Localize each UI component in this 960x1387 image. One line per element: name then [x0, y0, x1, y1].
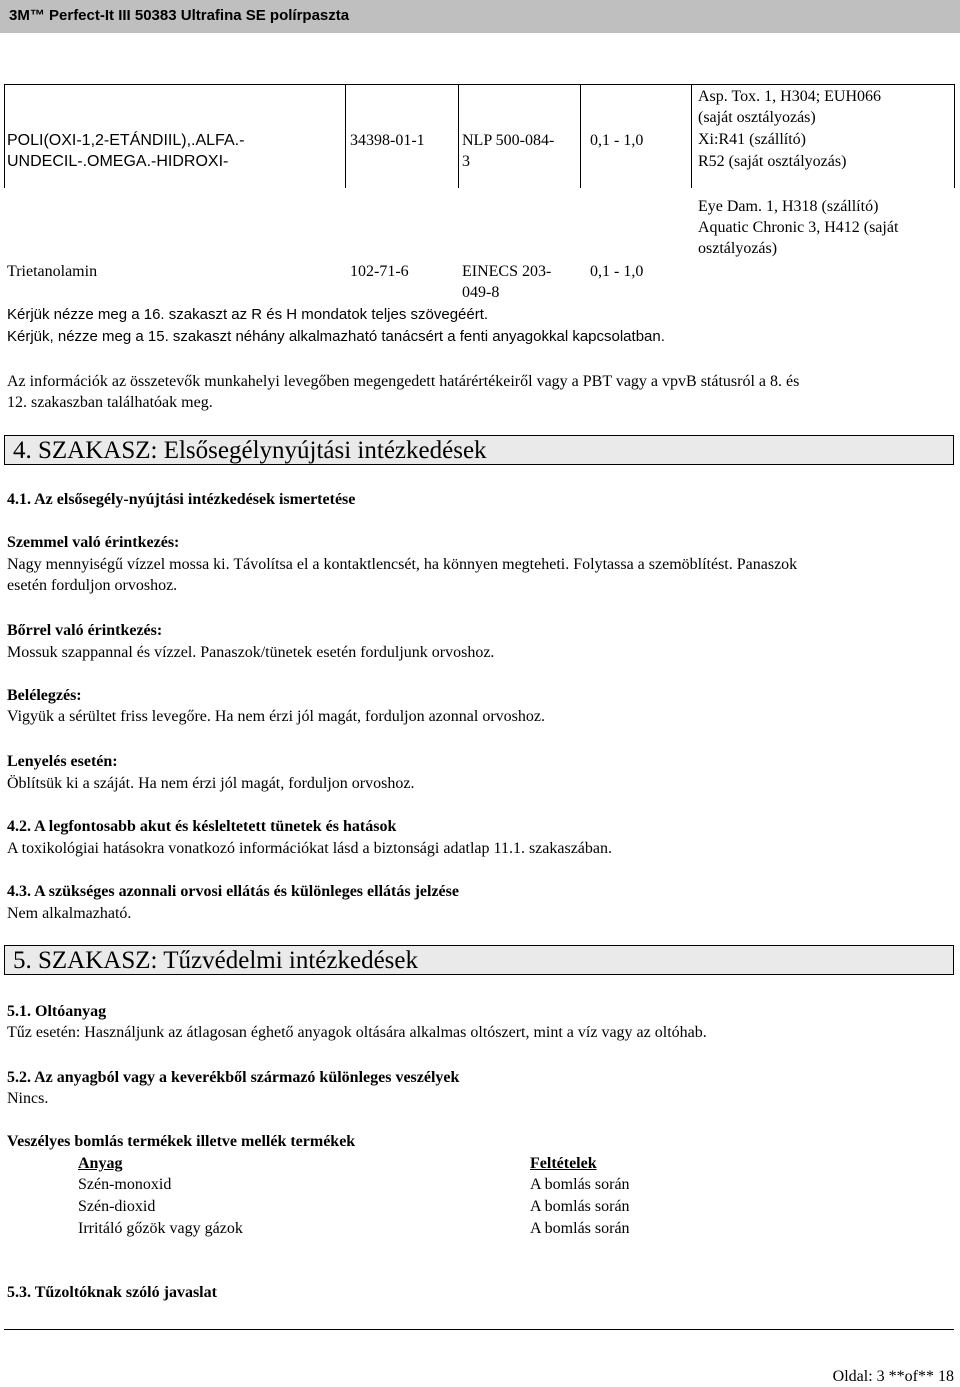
- table-divider: [580, 84, 581, 188]
- table-right-border: [954, 84, 955, 188]
- subheading: Belélegzés:: [7, 687, 82, 704]
- classification-line: Asp. Tox. 1, H304; EUH066: [698, 88, 882, 105]
- info-text: Az információk az összetevők munkahelyi levegőben megengedett határértékeiről vagy a PBT vagy a vpvB státusról a 8. és: [7, 373, 800, 390]
- subheading: Veszélyes bomlás termékek illetve mellék termékek: [7, 1133, 356, 1150]
- subheading: Lenyelés esetén:: [7, 753, 118, 770]
- classification-line: osztályozás): [698, 240, 778, 257]
- column-header-substance: Anyag: [78, 1155, 123, 1172]
- decomp-substance: Szén-monoxid: [78, 1176, 172, 1193]
- decomp-substance: Szén-dioxid: [78, 1198, 156, 1215]
- footer-divider: [4, 1329, 954, 1330]
- table-divider: [691, 84, 692, 188]
- document-header: [0, 0, 960, 33]
- decomp-condition: A bomlás során: [530, 1220, 630, 1237]
- body-text: Vigyük a sérültet friss levegőre. Ha nem érzi jól magát, forduljon azonnal orvoshoz.: [7, 708, 545, 725]
- decomp-condition: A bomlás során: [530, 1198, 630, 1215]
- component-name: Trietanolamin: [7, 263, 98, 280]
- classification-line: (saját osztályozás): [698, 109, 816, 126]
- classification-line: Aquatic Chronic 3, H412 (saját: [698, 219, 899, 236]
- decomp-substance: Irritáló gőzök vagy gázok: [78, 1220, 243, 1237]
- body-text: Öblítsük ki a száját. Ha nem érzi jól magát, forduljon orvoshoz.: [7, 775, 415, 792]
- ec-number: 3: [462, 153, 470, 170]
- classification-line: R52 (saját osztályozás): [698, 153, 847, 170]
- note-text: Kérjük, nézze meg a 15. szakaszt néhány alkalmazható tanácsért a fenti anyagokkal kapcsolatban.: [7, 328, 665, 345]
- table-left-border: [4, 84, 5, 188]
- ec-number: EINECS 203-: [462, 263, 552, 280]
- table-divider: [345, 84, 346, 188]
- concentration: 0,1 - 1,0: [590, 132, 644, 149]
- body-text: A toxikológiai hatásokra vonatkozó információkat lásd a biztonsági adatlap 11.1. szakaszában.: [7, 840, 612, 857]
- concentration: 0,1 - 1,0: [590, 263, 644, 280]
- component-name: UNDECIL-.OMEGA.-HIDROXI-: [7, 153, 229, 170]
- subheading: Szemmel való érintkezés:: [7, 534, 180, 551]
- cas-number: 34398-01-1: [350, 132, 425, 149]
- component-name: POLI(OXI-1,2-ETÁNDIIL),.ALFA.-: [7, 132, 245, 149]
- section-title: 4. SZAKASZ: Elsősegélynyújtási intézkedések: [13, 437, 487, 464]
- subsection-title: 4.3. A szükséges azonnali orvosi ellátás és különleges ellátás jelzése: [7, 883, 459, 900]
- body-text: Tűz esetén: Használjunk az átlagosan éghető anyagok oltására alkalmas oltószert, mint a víz vagy az oltóhab.: [7, 1024, 707, 1041]
- subsection-title: 5.3. Tűzoltóknak szóló javaslat: [7, 1284, 217, 1301]
- body-text: Nagy mennyiségű vízzel mossa ki. Távolítsa el a kontaktlencsét, ha könnyen megteheti. Folytassa a szemöblítést. Panaszok: [7, 556, 798, 573]
- subsection-title: 5.1. Oltóanyag: [7, 1003, 107, 1020]
- classification-line: Eye Dam. 1, H318 (szállító): [698, 198, 879, 215]
- ec-number: NLP 500-084-: [462, 132, 555, 149]
- body-text: Nincs.: [7, 1090, 49, 1107]
- section-title: 5. SZAKASZ: Tűzvédelmi intézkedések: [13, 947, 419, 974]
- subheading: Bőrrel való érintkezés:: [7, 622, 163, 639]
- cas-number: 102-71-6: [350, 263, 409, 280]
- ec-number: 049-8: [462, 284, 500, 301]
- note-text: Kérjük nézze meg a 16. szakaszt az R és H mondatok teljes szövegéért.: [7, 306, 489, 323]
- table-divider: [458, 84, 459, 188]
- document-title: 3M™ Perfect-It III 50383 Ultrafina SE polírpaszta: [9, 7, 350, 24]
- subsection-title: 5.2. Az anyagból vagy a keverékből származó különleges veszélyek: [7, 1069, 460, 1086]
- subsection-title: 4.2. A legfontosabb akut és késleltetett tünetek és hatások: [7, 818, 397, 835]
- section-5-header: [4, 945, 954, 975]
- body-text: esetén forduljon orvoshoz.: [7, 577, 178, 594]
- decomp-condition: A bomlás során: [530, 1176, 630, 1193]
- table-top-border: [4, 84, 954, 85]
- column-header-condition: Feltételek: [530, 1155, 597, 1172]
- page-number: Oldal: 3 **of** 18: [832, 1368, 954, 1385]
- subsection-title: 4.1. Az elsősegély-nyújtási intézkedések ismertetése: [7, 491, 356, 508]
- body-text: Nem alkalmazható.: [7, 905, 132, 922]
- classification-line: Xi:R41 (szállító): [698, 131, 806, 148]
- info-text: 12. szakaszban találhatóak meg.: [7, 394, 213, 411]
- section-4-header: [4, 435, 954, 465]
- body-text: Mossuk szappannal és vízzel. Panaszok/tünetek esetén forduljunk orvoshoz.: [7, 644, 495, 661]
